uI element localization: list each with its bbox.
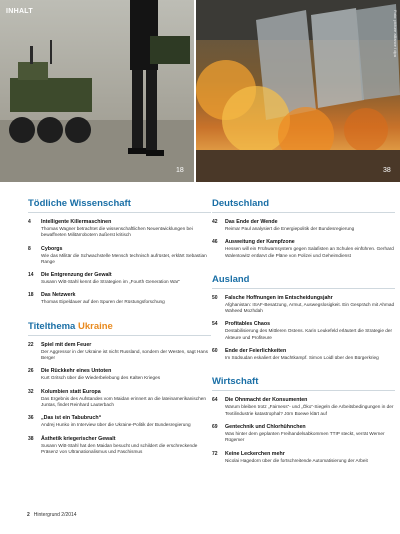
toc-entry[interactable] [28,272,211,285]
section-heading [212,274,395,289]
entry-page: 26 [28,368,34,375]
toc-entry[interactable] [212,219,395,232]
toc-entry[interactable] [28,368,211,381]
entry-description: Warum bleiben trotz „Fairness“- und „Öko“-Siegeln die Arbeitsbedingungen in der Textilindustrie katastrophal? Jörn Boewe klärt auf [225,404,394,416]
entry-title: Profitables Chaos [225,321,271,328]
entry-description: Das Ergebnis des Aufstandes vom Maidan erinnert an die lateinamerikanischen Juntas, findet Reinhard Lauterbach [41,395,206,407]
entry-title: Die Ohnmacht der Konsumenten [225,397,308,404]
entry-title: Die Entgrenzung der Gewalt [41,272,112,279]
toc-entry[interactable] [28,246,211,266]
entry-page: 4 [28,219,31,225]
entry-title: Die Rückkehr eines Untoten [41,368,112,375]
section-title: Tödliche Wissenschaft [28,198,131,209]
entry-title: Ästhetik kriegerischer Gewalt [41,435,116,442]
entry-page: 60 [212,348,218,355]
footer-page-number: 2 [27,512,30,518]
entry-page: 22 [28,341,34,348]
toc-entry[interactable] [28,292,211,305]
entry-title: Das Netzwerk [41,292,76,299]
section-title: Titelthema [28,320,78,332]
entry-title: Kolumbien statt Europa [41,388,101,395]
section-title-highlight: Ukraine [77,320,113,332]
entry-title: Das Ende der Wende [225,219,278,225]
toc-entry[interactable] [28,415,211,428]
entry-title: Keine Leckerchen mehr [225,450,285,457]
entry-page: 18 [28,292,34,299]
entry-description: Susann Witt-Stahl kennt die Strategien im „Fourth Generation War“ [41,279,180,285]
photo-credit: Foto: picture alliance / dpa [393,10,398,57]
toc-entry[interactable] [212,424,395,444]
entry-page: 32 [28,388,34,395]
section-label: INHALT [6,8,33,15]
section-title: Deutschland [212,198,270,209]
toc-section-wissenschaft [28,198,211,306]
entry-description: Destabilisierung des Mittleren Ostens. Karin Leukefeld erläutert die Strategie der Akteure und Profiteure [225,328,393,340]
entry-title: Ausweitung der Kampfzone [225,239,295,246]
entry-description: Im Südsudan eskaliert der Machtkampf. Simon Loidl über den Bürgerkrieg [225,355,379,361]
toc-entry[interactable] [28,389,211,409]
entry-title: Cyborgs [41,245,63,252]
toc-left-column [28,198,211,462]
section-heading [28,198,211,213]
entry-description: Thomas Eipeldauer auf den Spuren der Rüstungsforschung [41,299,165,305]
photo-page-number-right: 38 [383,167,391,174]
entry-page: 69 [212,423,218,430]
entry-page: 50 [212,294,218,301]
toc-entry[interactable] [28,436,211,456]
toc-entry[interactable] [28,219,211,239]
entry-description: Was hinter dem geplanten Freihandelsabkommen TTIP steckt, verrät Werner Rügemer [225,430,385,443]
toc-entry[interactable] [212,239,395,259]
entry-title: Gentechnik und Chlorhühnchen [225,423,306,430]
entry-description: Der Aggressor in der Ukraine ist nicht Russland, sondern der Westen, sagt Hans Berger [41,348,208,361]
toc-section-wirtschaft [212,376,395,463]
entry-description: Kurt Gritsch über die Wiederbelebung des Kalten Krieges [41,375,161,381]
entry-page: 36 [28,415,34,422]
entry-title: Ende der Feierlichkeiten [225,348,287,355]
riot-illustration [196,0,400,182]
section-heading [212,376,395,391]
entry-page: 46 [212,239,218,246]
entry-title: „Das ist ein Tabubruch“ [41,415,102,422]
entry-page: 14 [28,272,34,279]
toc-section-ukraine [28,321,211,455]
entry-title: Intelligente Killermaschinen [41,219,112,225]
entry-page: 42 [212,219,218,225]
riot-photo [196,0,400,182]
cover-photos [0,0,400,182]
entry-description: Thomas Wagner betrachtet die wissenschaftlichen Neuentwicklungen bei bewaffneten Militärrobotern äußerst kritisch [41,226,193,238]
entry-page: 8 [28,245,31,252]
entry-description: Susann Witt-Stahl hat den Maidan besucht und schildert die erschreckende Präsenz von Ultranationalismus und Faschismus [41,442,198,454]
entry-description: Reimar Paul analysiert die Energiepolitik der Bundesregierung [225,226,355,231]
robot-photo [0,0,194,182]
section-heading [28,321,211,336]
footer-issue: Hintergrund 2/2014 [33,512,77,518]
section-heading [212,198,395,213]
entry-description: Nicolai Hagedorn über die fortschreitende Automatisierung der Arbeit [225,457,368,463]
entry-description: Wie das Militär die Schwachstelle Mensch technisch aufrüstet, erklärt Sebastian Range [41,252,207,264]
section-title: Ausland [212,273,250,285]
page-footer [27,512,77,518]
entry-page: 54 [212,321,218,328]
toc-section-ausland [212,274,395,361]
photo-page-number-left: 18 [176,167,184,174]
toc-section-deutschland [212,198,395,259]
entry-page: 72 [212,450,218,457]
entry-description: Andrej Hunko im Interview über die Ukraine-Politik der Bundesregierung [41,422,191,428]
entry-title: Falsche Hoffnungen im Entscheidungsjahr [225,294,333,301]
entry-page: 64 [212,397,218,404]
robot-illustration [0,0,194,182]
toc-entry[interactable] [212,295,395,315]
entry-page: 38 [28,435,34,442]
entry-title: Spiel mit dem Feuer [41,341,92,348]
entry-description: Afghanistan: ISAF-Besatzung, Armut, Auswegslosigkeit. Ein Gespräch mit Ahmad Waheed Mozhdah [225,301,395,314]
toc-entry[interactable] [212,397,395,417]
entry-description: Hessen will ein Frühwarnsystem gegen Salafisten an Schulen einführen. Gerhard Walentowitz entlarvt die Pläne von Polizei und Geheimdienst [225,246,394,258]
toc-entry[interactable] [212,451,395,464]
toc-entry[interactable] [28,342,211,362]
toc-entry[interactable] [212,348,395,361]
toc-right-column [212,198,395,471]
section-title: Wirtschaft [212,376,259,388]
toc-entry[interactable] [212,321,395,341]
